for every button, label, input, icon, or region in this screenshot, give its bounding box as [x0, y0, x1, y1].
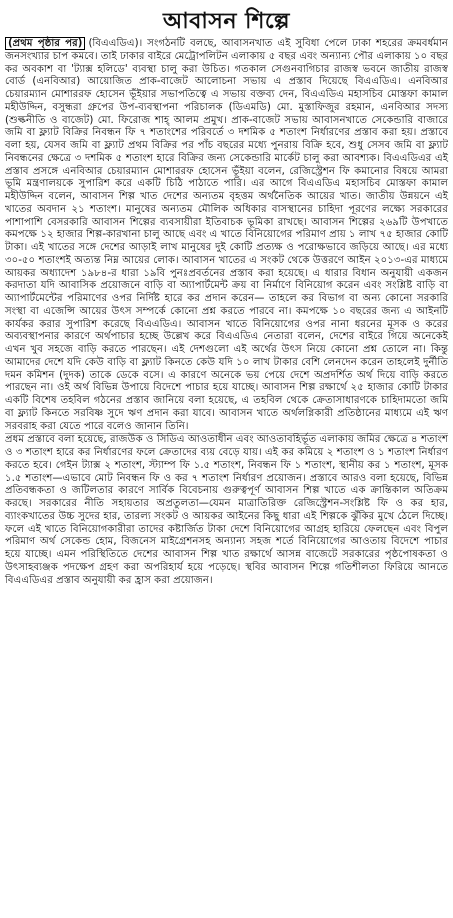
headline: আবাসন শিল্পে	[163, 8, 290, 34]
article-paragraph	[5, 38, 448, 433]
article-body	[5, 38, 448, 587]
article-paragraph	[5, 433, 448, 587]
continuation-kicker: (প্রথম পৃষ্ঠার পর)	[5, 37, 85, 50]
paragraph-text: প্রধম প্রস্তাবে বলা হয়েছে, রাজউক ও সিডিএ আওতাধীন এবং আওতাবহির্ভূত এলাকায় জমির ক্ষেত্রে ৪ শতাংশ ও ৩ শতাংশ হারে কর নির্ধারণের ফলে ক্রেতাদের ব্যয় বেড়ে যায়। এই কর কমিয়ে ২ শতাংশ ও ১ শতাংশ নির্ধারণ করতে হবে। গেইন ট্যাক্স ২ শতাংশ, স্ট্যাম্প ফি ১.৫ শতাংশ, নিবন্ধন ফি ১ শতাংশ, স্থানীয় কর ১ শতাংশ, মূসক ১.৫ শতাংশ—এভাবে মোট নিবন্ধন ফি ও কর ৭ শতাংশ নির্ধারণ প্রয়োজন। প্রস্তাবে আরও বলা হয়েছে, বিভিন্ন প্রতিবন্ধকতা ও জটিলতার কারণে সার্বিক বিবেচনায় গুরুত্বপূর্ণ আবাসন শিল্প খাতে এক ক্রান্তিকাল অতিক্রম করছে। সরকারের নীতি সহায়তার অপ্রতুলতা—যেমন মাত্রাতিরিক্ত রেজিস্ট্রেশন-সংশ্লিষ্ট ফি ও কর হার, ব্যাংকখাতের উচ্চ সুদের হার, তারল্য সংকট ও আয়কর আইনের কিছু ধারা এই শিল্পকে ঝুঁকির মুখে ঠেলে দিচ্ছে। ফলে এই খাতে বিনিয়োগকারীরা তাদের কষ্টার্জিত টাকা দেশে বিনিয়োগের আগ্রহ হারিয়ে ফেলছেন এবং বিপুল পরিমাণ অর্থ সেকেন্ড হোম, বিজনেস মাইগ্রেশনসহ অন্যান্য সহজ শর্তে বিনিয়োগের আওতায় বিদেশে পাচার হয়ে যাচ্ছে। এমন পরিস্থিতিতে দেশের আবাসন শিল্প খাত রক্ষার্থে আসন্ন বাজেটে সরকারের পৃষ্ঠপোষকতা ও উৎসাহব্যঞ্জক পদক্ষেপ গ্রহণ করা অপরিহার্য হয়ে পড়েছে। স্থবির আবাসন শিল্পে গতিশীলতা ফিরিয়ে আনতে বিএএডিএর প্রস্তাব অনুযায়ী কর হ্রাস করা প্রয়োজন।	[5, 434, 448, 586]
paragraph-text: (বিএএডিএ)। সংগঠনটি বলছে, আবাসনখাত এই সুবিধা পেলে ঢাকা শহরের ক্রমবর্ধমান জনসংখ্যার চাপ কমবে। তাই ঢাকার বাইরে মেট্রোপলিটন এলাকায় ৫ বছর এবং অন্যান্য পৌর এলাকায় ১০ বছর কর অবকাশ বা 'ট্যাক্স হলিডে' ব্যবস্থা চালু করা উচিত। গতকাল সেগুনবাগিচার রাজস্ব ভবনে জাতীয় রাজস্ব বোর্ড (এনবিআর) আয়োজিত প্রাক-বাজেট আলোচনা সভায় এ প্রস্তাব দিয়েছে বিএএডিএ। এনবিআর চেয়ারম্যান মোশাররফ হোসেন ভূঁইয়ার সভাপতিত্বে এ সভায় বক্তব্য দেন, বিএএডিএ মহাসচিব মোস্তফা কামাল মহীউদ্দিন, বসুন্ধরা গ্রুপের উপ-ব্যবস্থাপনা পরিচালক (ডিএমডি) মো. মুস্তাফিজুর রহমান, এনবিআর সদস্য (শুল্কনীতি ও বাজেট) মো. ফিরোজ শাহ্ আলম প্রমুখ। প্রাক-বাজেট সভায় আবাসনখাতে সেকেন্ডারি বাজারে জমি বা ফ্ল্যাট বিক্রির নিবন্ধন ফি ৭ শতাংশের পরিবর্তে ৩ দশমিক ৫ শতাংশ নির্ধারণের প্রস্তাব করা হয়। প্রস্তাবে বলা হয়, যেসব জমি বা ফ্ল্যাট প্রথম বিক্রির পর পাঁচ বছরের মধ্যে পুনরায় বিক্রি হবে, শুধু সেসব জমি বা ফ্ল্যাট নিবন্ধনের ক্ষেত্রে ৩ দশমিক ৫ শতাংশ হারে বিক্রির জন্য সেকেন্ডারি মার্কেট চালু করা আবশ্যক। বিএএডিএর এই প্রস্তাব প্রসঙ্গে এনবিআর চেয়ারম্যান মোশাররফ হোসেন ভূঁইয়া বলেন, রেজিস্ট্রেশন ফি কমানোর বিষয়ে আমরা ভূমি মন্ত্রণালয়কে সুপারিশ করে একটি চিঠি পাঠাতে পারি। এর আগে বিএএডিএ মহাসচিব মোস্তফা কামাল মহীউদ্দিন বলেন, আবাসন শিল্প খাত দেশের অন্যতম বৃহত্তম অর্থনৈতিক আয়ের খাত। জাতীয় উন্নয়নে এই খাতের অবদান ২১ শতাংশ। মানুষের অন্যতম মৌলিক অধিকার বাসস্থানের চাহিদা পূরণের লক্ষ্যে সরকারের পাশাপাশি বেসরকারি আবাসন শিল্পের ব্যবসায়ীরা ইতিবাচক ভূমিকা রাখছে। আবাসন শিল্পের ২৬৯টি উপখাতে কমপক্ষে ১২ হাজার শিল্প-কারখানা চালু আছে এবং এ খাতে বিনিয়োগের পরিমাণ প্রায় ১ লাখ ৭৫ হাজার কোটি টাকা। এই খাতের সঙ্গে দেশের আড়াই লাখ মানুষের দুই কোটি প্রত্যক্ষ ও পরোক্ষভাবে জড়িয়ে আছে। এর মধ্যে ৩০-৫০ শতাংশই অত্যন্ত নিম্ন আয়ের লোক। আবাসন খাতের এ সংকট থেকে উত্তরণে আইন ২০১৩-এর মাধ্যমে আয়কর অধ্যাদেশ ১৯৮৪-র ধারা ১৯বি পুনঃপ্রবর্তনের প্রস্তাব করা হয়েছে। এ ধারার বিধান অনুযায়ী একজন করদাতা যদি আবাসিক প্রয়োজনে বাড়ি বা অ্যাপার্টমেন্ট ক্রয় বা নির্মাণে বিনিয়োগ করেন এবং সংশ্লিষ্ট বাড়ি বা অ্যাপার্টমেন্টের পরিমাণের ওপর নির্দিষ্ট হারে কর প্রদান করেন— তাহলে কর বিভাগ বা অন্য কোনো সরকারি সংস্থা বা এজেন্সি আয়ের উৎস সম্পর্কে কোনো প্রশ্ন করতে পারবে না। কমপক্ষে ১০ বছরের জন্য এ আইনটি কার্যকর করার সুপারিশ করেছে বিএএডিএ। আবাসন খাতে বিনিয়োগের ওপর নানা ধরনের মূসক ও করের অব্যবস্থাপনার কারণে অর্থপাচার হচ্ছে উল্লেখ করে বিএএডিএ নেতারা বলেন, দেশের বাইরে গিয়ে অনেকেই এখন খুব সহজে বাড়ি করতে পারছেন। এই দেশগুলো এই অর্থের উৎস নিয়ে কোনো প্রশ্ন তোলে না। কিন্তু আমাদের দেশে যদি কেউ বাড়ি বা ফ্ল্যাট কিনতে কেউ যদি ১০ লাখ টাকার বেশি লেনদেন করেন তাহলেই দুর্নীতি দমন কমিশন (দুদক) তাকে ডেকে বসে। এ কারণে অনেকে ভয় পেয়ে দেশে অপ্রদর্শিত অর্থ দিয়ে বাড়ি করতে পারছেন না। ওই অর্থ বিভিন্ন উপায়ে বিদেশে পাচার হয়ে যাচ্ছে। আবাসন শিল্প রক্ষার্থে ২৫ হাজার কোটি টাকার একটি বিশেষ তহবিল গঠনের প্রস্তাব জানিয়ে বলা হয়েছে, এ তহবিল থেকে ক্রেতাসাধারণকে চাহিদামতো জমি বা ফ্ল্যাট কিনতে সরবিষ্ণ সুদে ঋণ প্রদান করা যাবে। আবাসন খাতে অর্থলগ্নিকারী প্রতিষ্ঠানের মাধ্যমে এই ঋণ সরবরাহ করা যেতে পারে বলেও জানান তিনি।	[5, 38, 448, 432]
